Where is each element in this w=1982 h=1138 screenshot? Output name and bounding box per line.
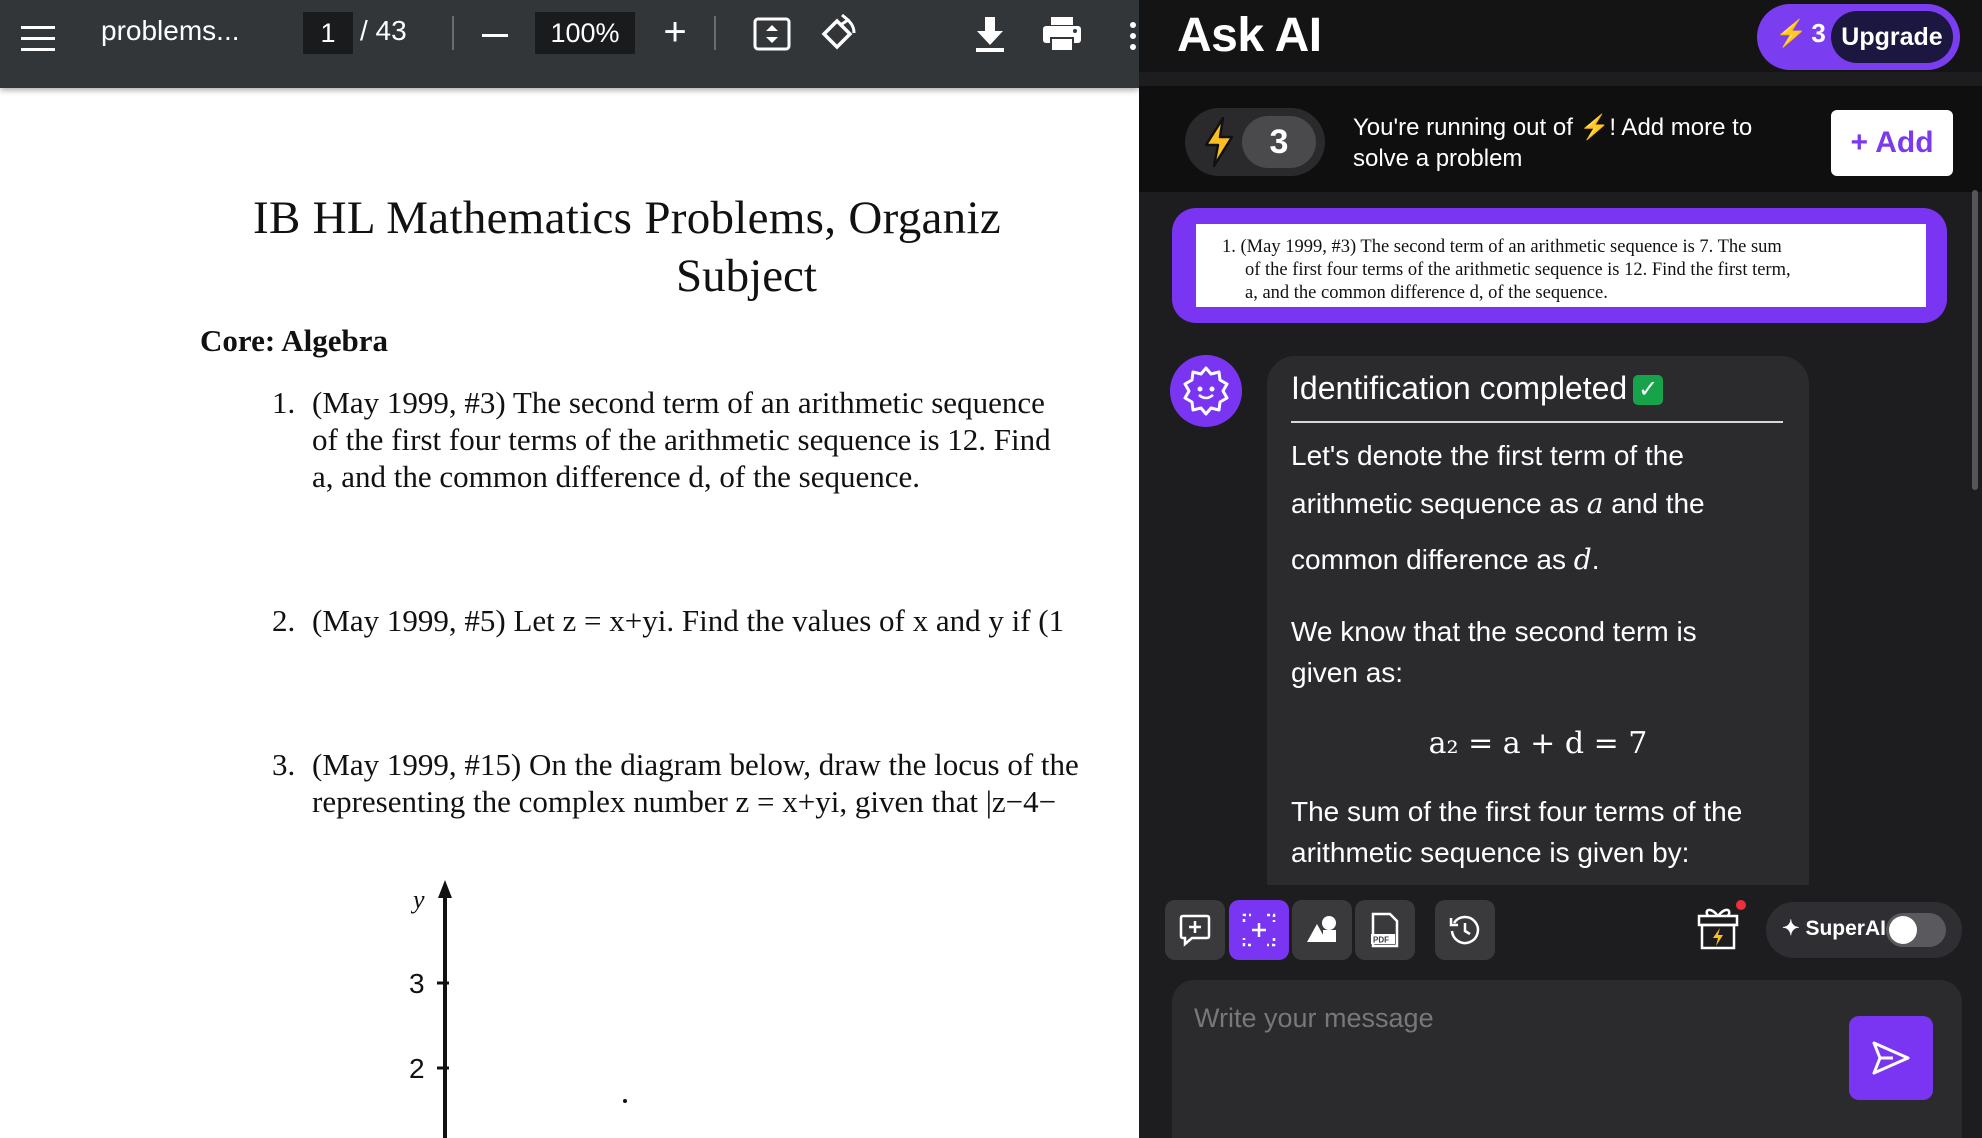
section-heading: Core: Algebra: [200, 323, 388, 358]
bolt-icon: [1203, 117, 1235, 167]
ai-header: [1139, 0, 1982, 72]
screenshot-icon: [1241, 912, 1277, 948]
superai-label: [1782, 916, 1886, 941]
shapes-icon: [1304, 914, 1340, 946]
superai-toggle-group: [1766, 902, 1962, 958]
problem-number: 1.: [272, 385, 296, 420]
bot-avatar-icon: [1170, 355, 1242, 427]
problem-2: [272, 602, 1064, 639]
answer-line: [1291, 484, 1771, 524]
add-credits-button[interactable]: + Add: [1831, 110, 1953, 176]
page-total: / 43: [360, 15, 407, 46]
answer-line: Let's denote the first term of the: [1291, 440, 1684, 471]
equation: a₂ = a + d = 7: [1428, 726, 1648, 761]
answer-heading-text: Identification completed: [1291, 370, 1628, 406]
upgrade-pill: [1757, 4, 1960, 70]
history-button[interactable]: [1435, 900, 1495, 960]
credit-message-line: You're running out of ⚡! Add more to: [1353, 114, 1753, 141]
message-composer: [1172, 980, 1962, 1138]
zoom-input[interactable]: [535, 12, 635, 54]
shapes-button[interactable]: [1292, 900, 1352, 960]
menu-icon[interactable]: [18, 18, 58, 58]
credit-count-value: 3: [1811, 18, 1826, 48]
answer-line: given as:: [1291, 657, 1404, 688]
panel-title: Ask AI: [1177, 9, 1322, 62]
answer-text: .: [1591, 544, 1600, 575]
gift-button[interactable]: [1694, 900, 1742, 954]
math-variable: a: [1586, 487, 1604, 520]
problem-text: a, and the common difference d, of the sequence.: [312, 459, 920, 494]
pdf-page: [0, 88, 1139, 1138]
toolbar-divider: [452, 16, 454, 50]
answer-text: arithmetic sequence as: [1291, 488, 1579, 519]
axis-label-y: y: [413, 885, 425, 914]
new-chat-icon: [1178, 913, 1212, 947]
more-options-icon[interactable]: [1128, 18, 1138, 54]
credit-count-badge: 3: [1242, 116, 1316, 168]
problem-text: representing the complex number z = x+yi, given that |z−4−: [312, 784, 1057, 819]
problem-text: (May 1999, #5) Let z = x+yi. Find the values of x and y if (1: [312, 603, 1065, 638]
math-variable: d: [1573, 543, 1592, 576]
snippet-line: of the first four terms of the arithmetic sequence is 12. Find the first term,: [1245, 260, 1791, 280]
tick-label: 3: [409, 968, 425, 999]
zoom-in-button[interactable]: +: [663, 10, 687, 54]
answer-line: [1291, 540, 1771, 580]
credit-widget: [1185, 108, 1325, 176]
send-button[interactable]: [1849, 1016, 1933, 1100]
heading-divider: [1291, 421, 1783, 423]
pdf-toolbar: [0, 0, 1139, 88]
scrollbar[interactable]: [1972, 190, 1978, 490]
answer-text: common difference as: [1291, 544, 1566, 575]
pdf-upload-button[interactable]: [1355, 900, 1415, 960]
superai-label-text: SuperAI: [1805, 917, 1886, 940]
toolbar-divider: [714, 16, 716, 50]
credit-message-line: solve a problem: [1353, 145, 1523, 172]
check-icon: ✓: [1633, 375, 1663, 405]
problem-number: 2.: [272, 603, 296, 638]
page-number-input[interactable]: [303, 12, 353, 54]
zoom-out-button[interactable]: [478, 18, 512, 52]
problem-text: of the first four terms of the arithmetic sequence is 12. Find: [312, 422, 1051, 457]
gift-icon: [1696, 904, 1740, 950]
problem-3: [272, 746, 1079, 820]
send-icon: [1871, 1040, 1911, 1076]
snippet-line: 1. (May 1999, #3) The second term of an arithmetic sequence is 7. The sum: [1222, 237, 1782, 257]
sparkle-icon: ✦: [1782, 917, 1806, 940]
fit-page-icon[interactable]: [752, 14, 792, 54]
question-snippet: [1196, 224, 1926, 307]
snippet-line: a, and the common difference d, of the sequence.: [1245, 283, 1608, 303]
history-icon: [1448, 913, 1482, 947]
screenshot-button[interactable]: [1229, 900, 1289, 960]
upgrade-button[interactable]: Upgrade: [1831, 11, 1953, 63]
credit-banner: [1139, 86, 1982, 192]
problem-1: [272, 384, 1051, 495]
tick-label: 2: [409, 1053, 425, 1084]
download-icon[interactable]: [970, 14, 1010, 54]
superai-toggle[interactable]: [1886, 913, 1946, 947]
credit-count: [1775, 18, 1826, 49]
answer-text: and the: [1611, 488, 1705, 519]
pdf-icon: [1370, 912, 1400, 948]
answer-line: The sum of the first four terms of the: [1291, 796, 1743, 827]
answer-line: We know that the second term is: [1291, 616, 1697, 647]
ask-ai-panel: [1139, 0, 1982, 1138]
question-snippet-card[interactable]: [1172, 208, 1947, 323]
problem-text: (May 1999, #3) The second term of an arithmetic sequence: [312, 385, 1045, 420]
print-icon[interactable]: [1040, 14, 1084, 54]
answer-line: arithmetic sequence is given by:: [1291, 837, 1690, 868]
answer-heading: [1291, 370, 1663, 407]
problem-text: (May 1999, #15) On the diagram below, draw the locus of the: [312, 747, 1079, 782]
problem-number: 3.: [272, 747, 296, 782]
page-title-line2: Subject: [676, 250, 817, 302]
credit-message: [1353, 112, 1752, 174]
svg-text:PDF: PDF: [1373, 935, 1389, 945]
page-title: IB HL Mathematics Problems, Organiz: [253, 192, 1001, 244]
answer-card: [1267, 356, 1809, 916]
complex-plane-diagram: [405, 878, 645, 1138]
notification-dot: [1736, 900, 1746, 910]
rotate-icon[interactable]: [815, 12, 859, 56]
bolt-icon: ⚡: [1775, 18, 1808, 48]
message-input[interactable]: [1194, 998, 1844, 1038]
new-chat-button[interactable]: [1165, 900, 1225, 960]
document-title: problems...: [101, 15, 240, 46]
